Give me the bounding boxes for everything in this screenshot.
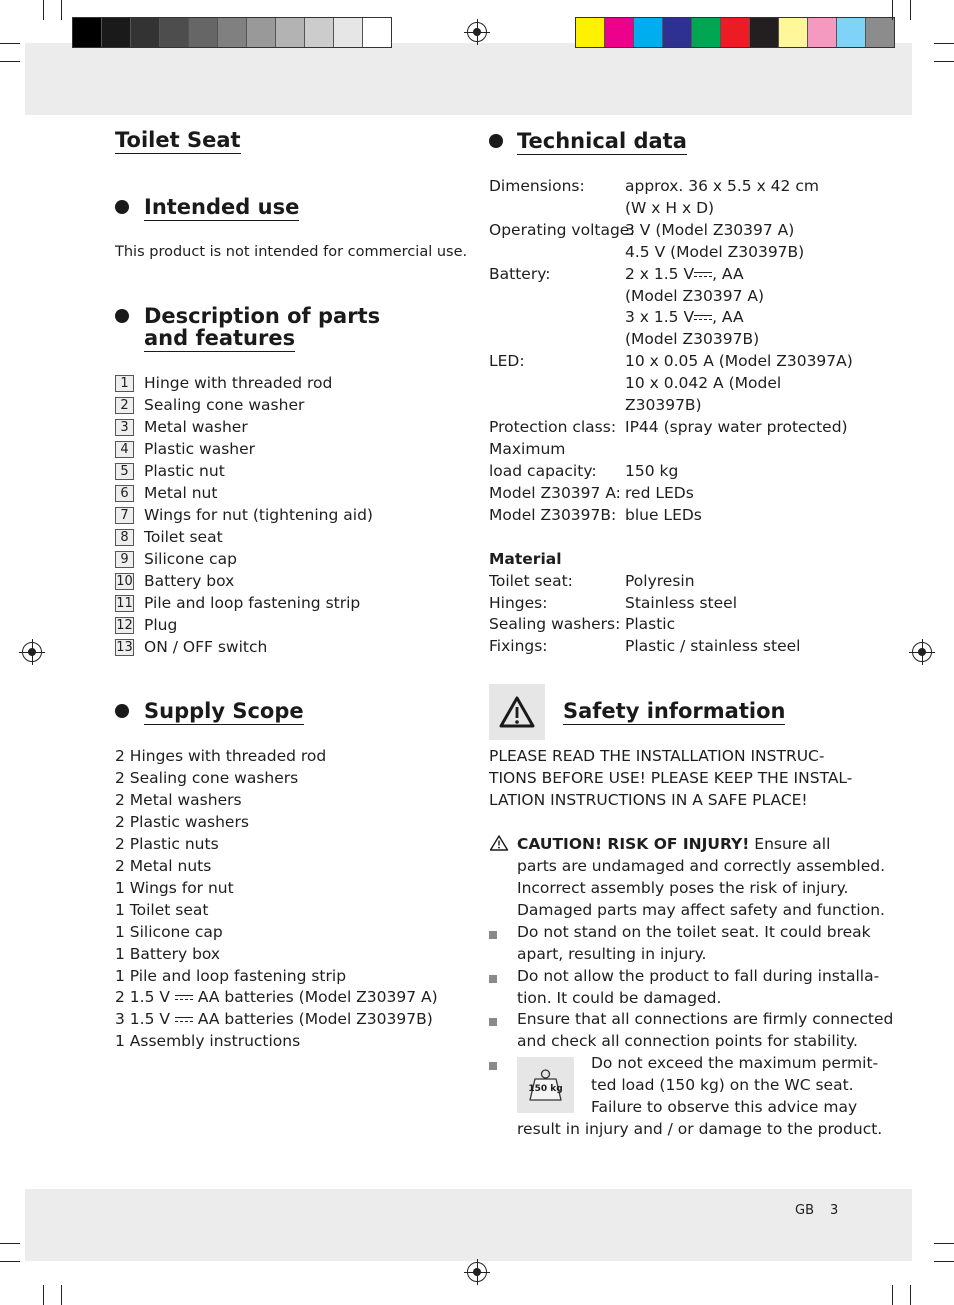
tech-value: 10 x 0.05 A (Model Z30397A) bbox=[625, 352, 853, 370]
supply-item: 2 Sealing cone washers bbox=[115, 769, 299, 787]
crop-mark bbox=[61, 0, 62, 20]
registration-mark-icon bbox=[22, 642, 42, 662]
crop-mark bbox=[61, 1285, 62, 1305]
tech-value: (Model Z30397B) bbox=[625, 330, 760, 348]
color-swatch bbox=[837, 18, 866, 47]
caution-line: Damaged parts may affect safety and function. bbox=[517, 901, 885, 919]
direct-current-icon bbox=[175, 994, 193, 1002]
crop-mark bbox=[43, 1285, 44, 1305]
part-number-badge: 9 bbox=[115, 551, 134, 568]
gray-swatch bbox=[363, 18, 391, 47]
crop-mark bbox=[934, 1261, 954, 1262]
page-number: 3 bbox=[830, 1203, 839, 1218]
gray-swatch bbox=[305, 18, 334, 47]
parts-heading-line1: Description of parts bbox=[144, 304, 381, 328]
tech-label: Maximum bbox=[489, 440, 566, 458]
caution-line: Incorrect assembly poses the risk of injury. bbox=[517, 879, 849, 897]
part-label: ON / OFF switch bbox=[144, 638, 268, 656]
part-number-badge: 13 bbox=[116, 640, 133, 655]
part-label: Pile and loop fastening strip bbox=[144, 594, 361, 612]
part-number-badge: 11 bbox=[116, 596, 133, 611]
supply-battery-post: AA batteries (Model Z30397B) bbox=[197, 1010, 433, 1028]
part-label: Wings for nut (tightening aid) bbox=[144, 506, 373, 524]
section-bullet-icon bbox=[115, 309, 129, 323]
weight-load-icon-label: 150 kg bbox=[528, 1084, 563, 1094]
color-swatch bbox=[750, 18, 779, 47]
color-swatch bbox=[692, 18, 721, 47]
safety-read-line: LATION INSTRUCTIONS IN A SAFE PLACE! bbox=[489, 791, 808, 809]
crop-mark bbox=[0, 1243, 20, 1244]
tech-value: 150 kg bbox=[625, 462, 679, 480]
material-value: Plastic / stainless steel bbox=[625, 637, 801, 656]
gray-swatch bbox=[131, 18, 160, 47]
safety-bullet-line: Ensure that all connections are firmly connected bbox=[517, 1010, 894, 1029]
caution-line: parts are undamaged and correctly assembled. bbox=[517, 857, 886, 875]
battery-b-voltage: 3 x 1.5 V bbox=[625, 308, 695, 326]
part-number-badge: 5 bbox=[115, 463, 134, 480]
direct-current-icon bbox=[694, 314, 712, 322]
registration-mark-icon bbox=[467, 1262, 487, 1282]
gray-swatch bbox=[160, 18, 189, 47]
gray-swatch bbox=[247, 18, 276, 47]
technical-data-heading: Technical data bbox=[517, 129, 687, 153]
supply-battery-post: AA batteries (Model Z30397 A) bbox=[197, 988, 438, 1006]
part-label: Plastic washer bbox=[144, 440, 256, 458]
supply-item: 2 Plastic washers bbox=[115, 813, 249, 831]
crop-mark bbox=[910, 1285, 911, 1305]
material-value: Plastic bbox=[625, 615, 676, 634]
warning-triangle-icon bbox=[489, 684, 545, 740]
crop-mark bbox=[43, 0, 44, 20]
part-number-badge: 4 bbox=[115, 441, 134, 458]
page-title: Toilet Seat bbox=[115, 128, 241, 152]
direct-current-icon bbox=[694, 271, 712, 279]
safety-bullet-line: Do not allow the product to fall during installa- bbox=[517, 966, 880, 985]
parts-heading-line2: and features bbox=[144, 326, 296, 350]
supply-battery-pre: 3 1.5 V bbox=[115, 1010, 170, 1028]
footer-band bbox=[25, 1189, 912, 1261]
section-bullet-icon bbox=[489, 134, 503, 148]
tech-value bbox=[625, 306, 744, 328]
tech-value: red LEDs bbox=[625, 484, 694, 502]
language-code: GB bbox=[795, 1203, 814, 1218]
tech-value: approx. 36 x 5.5 x 42 cm bbox=[625, 177, 819, 195]
part-label: Hinge with threaded rod bbox=[144, 374, 333, 392]
tech-value: 4.5 V (Model Z30397B) bbox=[625, 243, 805, 261]
intended-use-text: This product is not intended for commercial use. bbox=[115, 244, 468, 260]
color-swatch bbox=[779, 18, 808, 47]
tech-label: Dimensions: bbox=[489, 177, 585, 195]
part-label: Battery box bbox=[144, 572, 235, 590]
tech-label: Battery: bbox=[489, 265, 551, 283]
crop-mark bbox=[892, 1285, 893, 1305]
caution-label: CAUTION! RISK OF INJURY! bbox=[517, 835, 750, 853]
part-label: Metal washer bbox=[144, 418, 248, 436]
color-swatch bbox=[605, 18, 634, 47]
part-number-badge: 12 bbox=[116, 618, 133, 633]
safety-read-line: TIONS BEFORE USE! PLEASE KEEP THE INSTAL- bbox=[489, 769, 853, 787]
supply-battery-pre: 2 1.5 V bbox=[115, 988, 170, 1006]
material-value: Polyresin bbox=[625, 572, 695, 590]
supply-item: 2 Plastic nuts bbox=[115, 835, 219, 853]
header-band bbox=[25, 43, 912, 115]
crop-mark bbox=[0, 1261, 20, 1262]
crop-mark bbox=[0, 43, 20, 44]
gray-swatch bbox=[334, 18, 363, 47]
material-label: Toilet seat: bbox=[489, 572, 573, 590]
gray-swatch bbox=[102, 18, 131, 47]
material-label: Hinges: bbox=[489, 593, 548, 612]
safety-bullet-line: and check all connection points for stability. bbox=[517, 1032, 858, 1051]
safety-bullet-line: apart, resulting in injury. bbox=[517, 945, 707, 963]
safety-bullet-line: tion. It could be damaged. bbox=[517, 988, 722, 1007]
crop-mark bbox=[892, 0, 893, 20]
gray-swatch bbox=[73, 18, 102, 47]
battery-a-voltage: 2 x 1.5 V bbox=[625, 265, 695, 283]
supply-item: 1 Battery box bbox=[115, 945, 221, 963]
part-label: Plastic nut bbox=[144, 462, 225, 480]
part-number-badge: 1 bbox=[115, 375, 134, 392]
part-label: Silicone cap bbox=[144, 550, 237, 568]
supply-item: 1 Assembly instructions bbox=[115, 1032, 301, 1050]
load-warning-last: result in injury and / or damage to the product. bbox=[517, 1120, 883, 1138]
crop-mark bbox=[934, 43, 954, 44]
tech-value: (W x H x D) bbox=[625, 199, 715, 217]
part-number-badge: 2 bbox=[115, 397, 134, 414]
caution-line bbox=[517, 833, 830, 855]
tech-label: Protection class: bbox=[489, 418, 617, 436]
supply-item: 1 Wings for nut bbox=[115, 879, 234, 897]
supply-item: 2 Metal washers bbox=[115, 791, 242, 809]
safety-information-heading: Safety information bbox=[563, 699, 786, 723]
supply-item: 1 Silicone cap bbox=[115, 923, 223, 941]
color-swatch bbox=[808, 18, 837, 47]
part-number-badge: 7 bbox=[115, 507, 134, 524]
direct-current-icon bbox=[175, 1016, 193, 1024]
material-value: Stainless steel bbox=[625, 593, 737, 612]
crop-mark bbox=[910, 0, 911, 20]
part-label: Sealing cone washer bbox=[144, 396, 305, 414]
part-label: Metal nut bbox=[144, 484, 218, 502]
weight-load-icon bbox=[517, 1057, 574, 1113]
safety-bullet-line: Do not stand on the toilet seat. It could break bbox=[517, 923, 871, 941]
tech-value: IP44 (spray water protected) bbox=[625, 418, 848, 436]
supply-battery-item bbox=[115, 986, 438, 1008]
tech-value: blue LEDs bbox=[625, 506, 702, 524]
supply-battery-item bbox=[115, 1008, 433, 1030]
list-bullet-icon bbox=[489, 1062, 497, 1070]
tech-label: load capacity: bbox=[489, 462, 597, 480]
gray-swatch bbox=[189, 18, 218, 47]
crop-mark bbox=[934, 1243, 954, 1244]
tech-label: Model Z30397B: bbox=[489, 506, 617, 524]
color-swatch bbox=[663, 18, 692, 47]
part-label: Plug bbox=[144, 616, 178, 634]
supply-item: 1 Toilet seat bbox=[115, 901, 209, 919]
supply-item: 2 Hinges with threaded rod bbox=[115, 747, 327, 765]
process-color-bar bbox=[575, 17, 895, 48]
section-bullet-icon bbox=[115, 704, 129, 718]
supply-scope-heading: Supply Scope bbox=[144, 699, 304, 723]
part-label: Toilet seat bbox=[144, 528, 223, 546]
color-swatch bbox=[634, 18, 663, 47]
load-warning-line: Do not exceed the maximum permit- bbox=[591, 1054, 879, 1072]
part-number-badge: 6 bbox=[115, 485, 134, 502]
tech-value: 10 x 0.042 A (Model bbox=[625, 374, 782, 392]
tech-label: LED: bbox=[489, 352, 525, 370]
caution-text: Ensure all bbox=[749, 835, 831, 853]
caution-triangle-icon bbox=[489, 834, 509, 852]
intended-use-heading: Intended use bbox=[144, 195, 300, 219]
section-bullet-icon bbox=[115, 200, 129, 214]
material-label: Fixings: bbox=[489, 637, 548, 656]
load-warning-line: ted load (150 kg) on the WC seat. bbox=[591, 1076, 854, 1094]
tech-label: Operating voltage: bbox=[489, 221, 635, 239]
tech-label: Model Z30397 A: bbox=[489, 484, 621, 502]
part-number-badge: 8 bbox=[115, 529, 134, 546]
color-swatch bbox=[721, 18, 750, 47]
battery-b-type: , AA bbox=[712, 308, 744, 326]
tech-value: Z30397B) bbox=[625, 396, 702, 414]
grayscale-color-bar bbox=[72, 17, 392, 48]
registration-mark-icon bbox=[912, 642, 932, 662]
material-label: Sealing washers: bbox=[489, 615, 621, 634]
tech-value: 3 V (Model Z30397 A) bbox=[625, 221, 795, 239]
color-swatch bbox=[866, 18, 894, 47]
tech-value bbox=[625, 263, 744, 285]
load-warning-line: Failure to observe this advice may bbox=[591, 1098, 858, 1116]
material-heading: Material bbox=[489, 550, 562, 568]
tech-value: (Model Z30397 A) bbox=[625, 287, 765, 305]
registration-mark-icon bbox=[467, 22, 487, 42]
safety-read-line: PLEASE READ THE INSTALLATION INSTRUC- bbox=[489, 747, 825, 765]
supply-item: 2 Metal nuts bbox=[115, 857, 212, 875]
color-swatch bbox=[576, 18, 605, 47]
supply-item: 1 Pile and loop fastening strip bbox=[115, 967, 347, 985]
part-number-badge: 10 bbox=[116, 574, 133, 589]
crop-mark bbox=[934, 61, 954, 62]
list-bullet-icon bbox=[489, 931, 497, 939]
list-bullet-icon bbox=[489, 1018, 497, 1026]
gray-swatch bbox=[276, 18, 305, 47]
list-bullet-icon bbox=[489, 975, 497, 983]
part-number-badge: 3 bbox=[115, 419, 134, 436]
battery-a-type: , AA bbox=[712, 265, 744, 283]
crop-mark bbox=[0, 61, 20, 62]
gray-swatch bbox=[218, 18, 247, 47]
